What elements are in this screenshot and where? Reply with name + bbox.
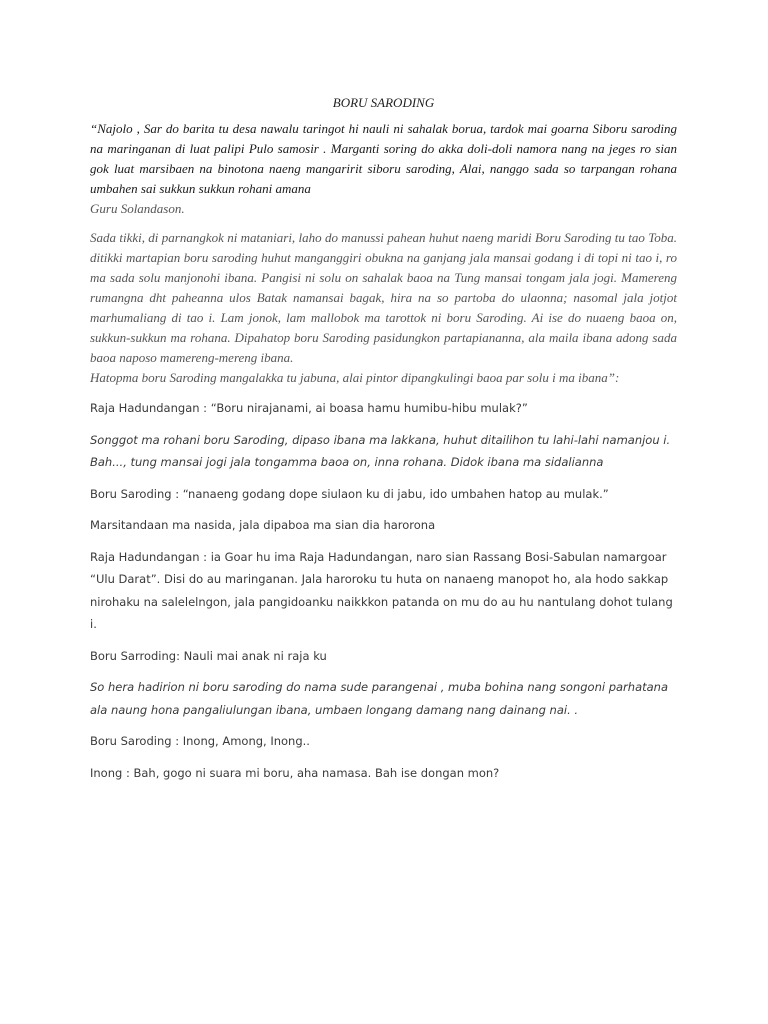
narration-line: So hera hadirion ni boru saroding do nama sude parangenai , muba bohina nang songoni parhatana ala naung hona pangaliulungan ibana, umbaen longang damang nang dainang nai. . [90, 680, 669, 717]
document-title: BORU SARODING [332, 95, 435, 110]
dialogue-line: Inong : Bah, gogo ni suara mi boru, aha namasa. Bah ise dongan mon? [90, 765, 500, 780]
intro-text: “Najolo , Sar do barita tu desa nawalu taringot hi nauli ni sahalak borua, tardok mai goarna Siboru saroding na maringanan di luat palipi Pulo samosir . Marganti soring do akka doli-doli namora nang na jeges ro sian gok luat marsibaen na binotona naeng mangaririt siboru saroding, Alai, nanggo sada so tarpangan rohana umbahen sai sukkun sukkun rohani amana [90, 121, 677, 196]
dialogue-line: Raja Hadundangan : ia Goar hu ima Raja Hadundangan, naro sian Rassang Bosi-Sabulan namargoar “Ulu Darat”. Disi do au maringanan. Jala haroroku tu huta on nanaeng manopot ho, ala hodo sakkap nirohaku na salelelngon, jala pangidoanku naikkkon patanda on mu do au hu nantulang dohot tulang i. [90, 549, 673, 631]
narration-line: Songgot ma rohani boru Saroding, dipaso ibana ma lakkana, huhut ditailihon tu lahi-lahi namanjou i. Bah..., tung mansai jogi jala tongamma baoa on, inna rohana. Didok ibana ma sidalianna [90, 432, 671, 469]
dialogue-line: Boru Sarroding: Nauli mai anak ni raja ku [90, 648, 327, 663]
dialogue-line: Raja Hadundangan : “Boru nirajanami, ai boasa hamu humibu-hibu mulak?” [90, 401, 528, 415]
narrative-text: Sada tikki, di parnangkok ni mataniari, laho do manussi pahean huhut naeng maridi Boru Saroding tu tao Toba. ditikki martapian boru saroding huhut manganggiri obukna na ganjang jala mansai godang i di topi ni tao i, ro ma sada solu manjonohi ibana. Pangisi ni solu on sahalak baoa na Tung mansai tongam jala jogi. Mamereng rumangna dht paheanna ulos Batak namansai bagak, hira na so partoba do ulaonna; nasomal jala jotjot marhumaliang di tao i. Lam jonok, lam mallobok ma tarottok ni boru Saroding. Ai ise do nuaeng baoa on, sukkun-sukkun ma rohana. Dipahatop boru Saroding pasidungkon partapiananna, ala maila ibana adong sada baoa naposo mamereng-mereng ibana. [90, 230, 677, 365]
intro-paragraph [90, 119, 677, 219]
dialogue-line: Boru Saroding : “nanaeng godang dope siulaon ku di jabu, ido umbahen hatop au mulak.” [90, 486, 609, 501]
document-page [90, 93, 677, 793]
narrative-paragraph [90, 228, 677, 388]
intro-text-end: Guru Solandason. [90, 201, 185, 216]
dialogue-line: Boru Saroding : Inong, Among, Inong.. [90, 734, 310, 748]
narrative-closing: Hatopma boru Saroding mangalakka tu jabuna, alai pintor dipangkulingi baoa par solu i ma ibana”: [90, 370, 620, 385]
narration-line: Marsitandaan ma nasida, jala dipaboa ma sian dia harorona [90, 518, 436, 532]
